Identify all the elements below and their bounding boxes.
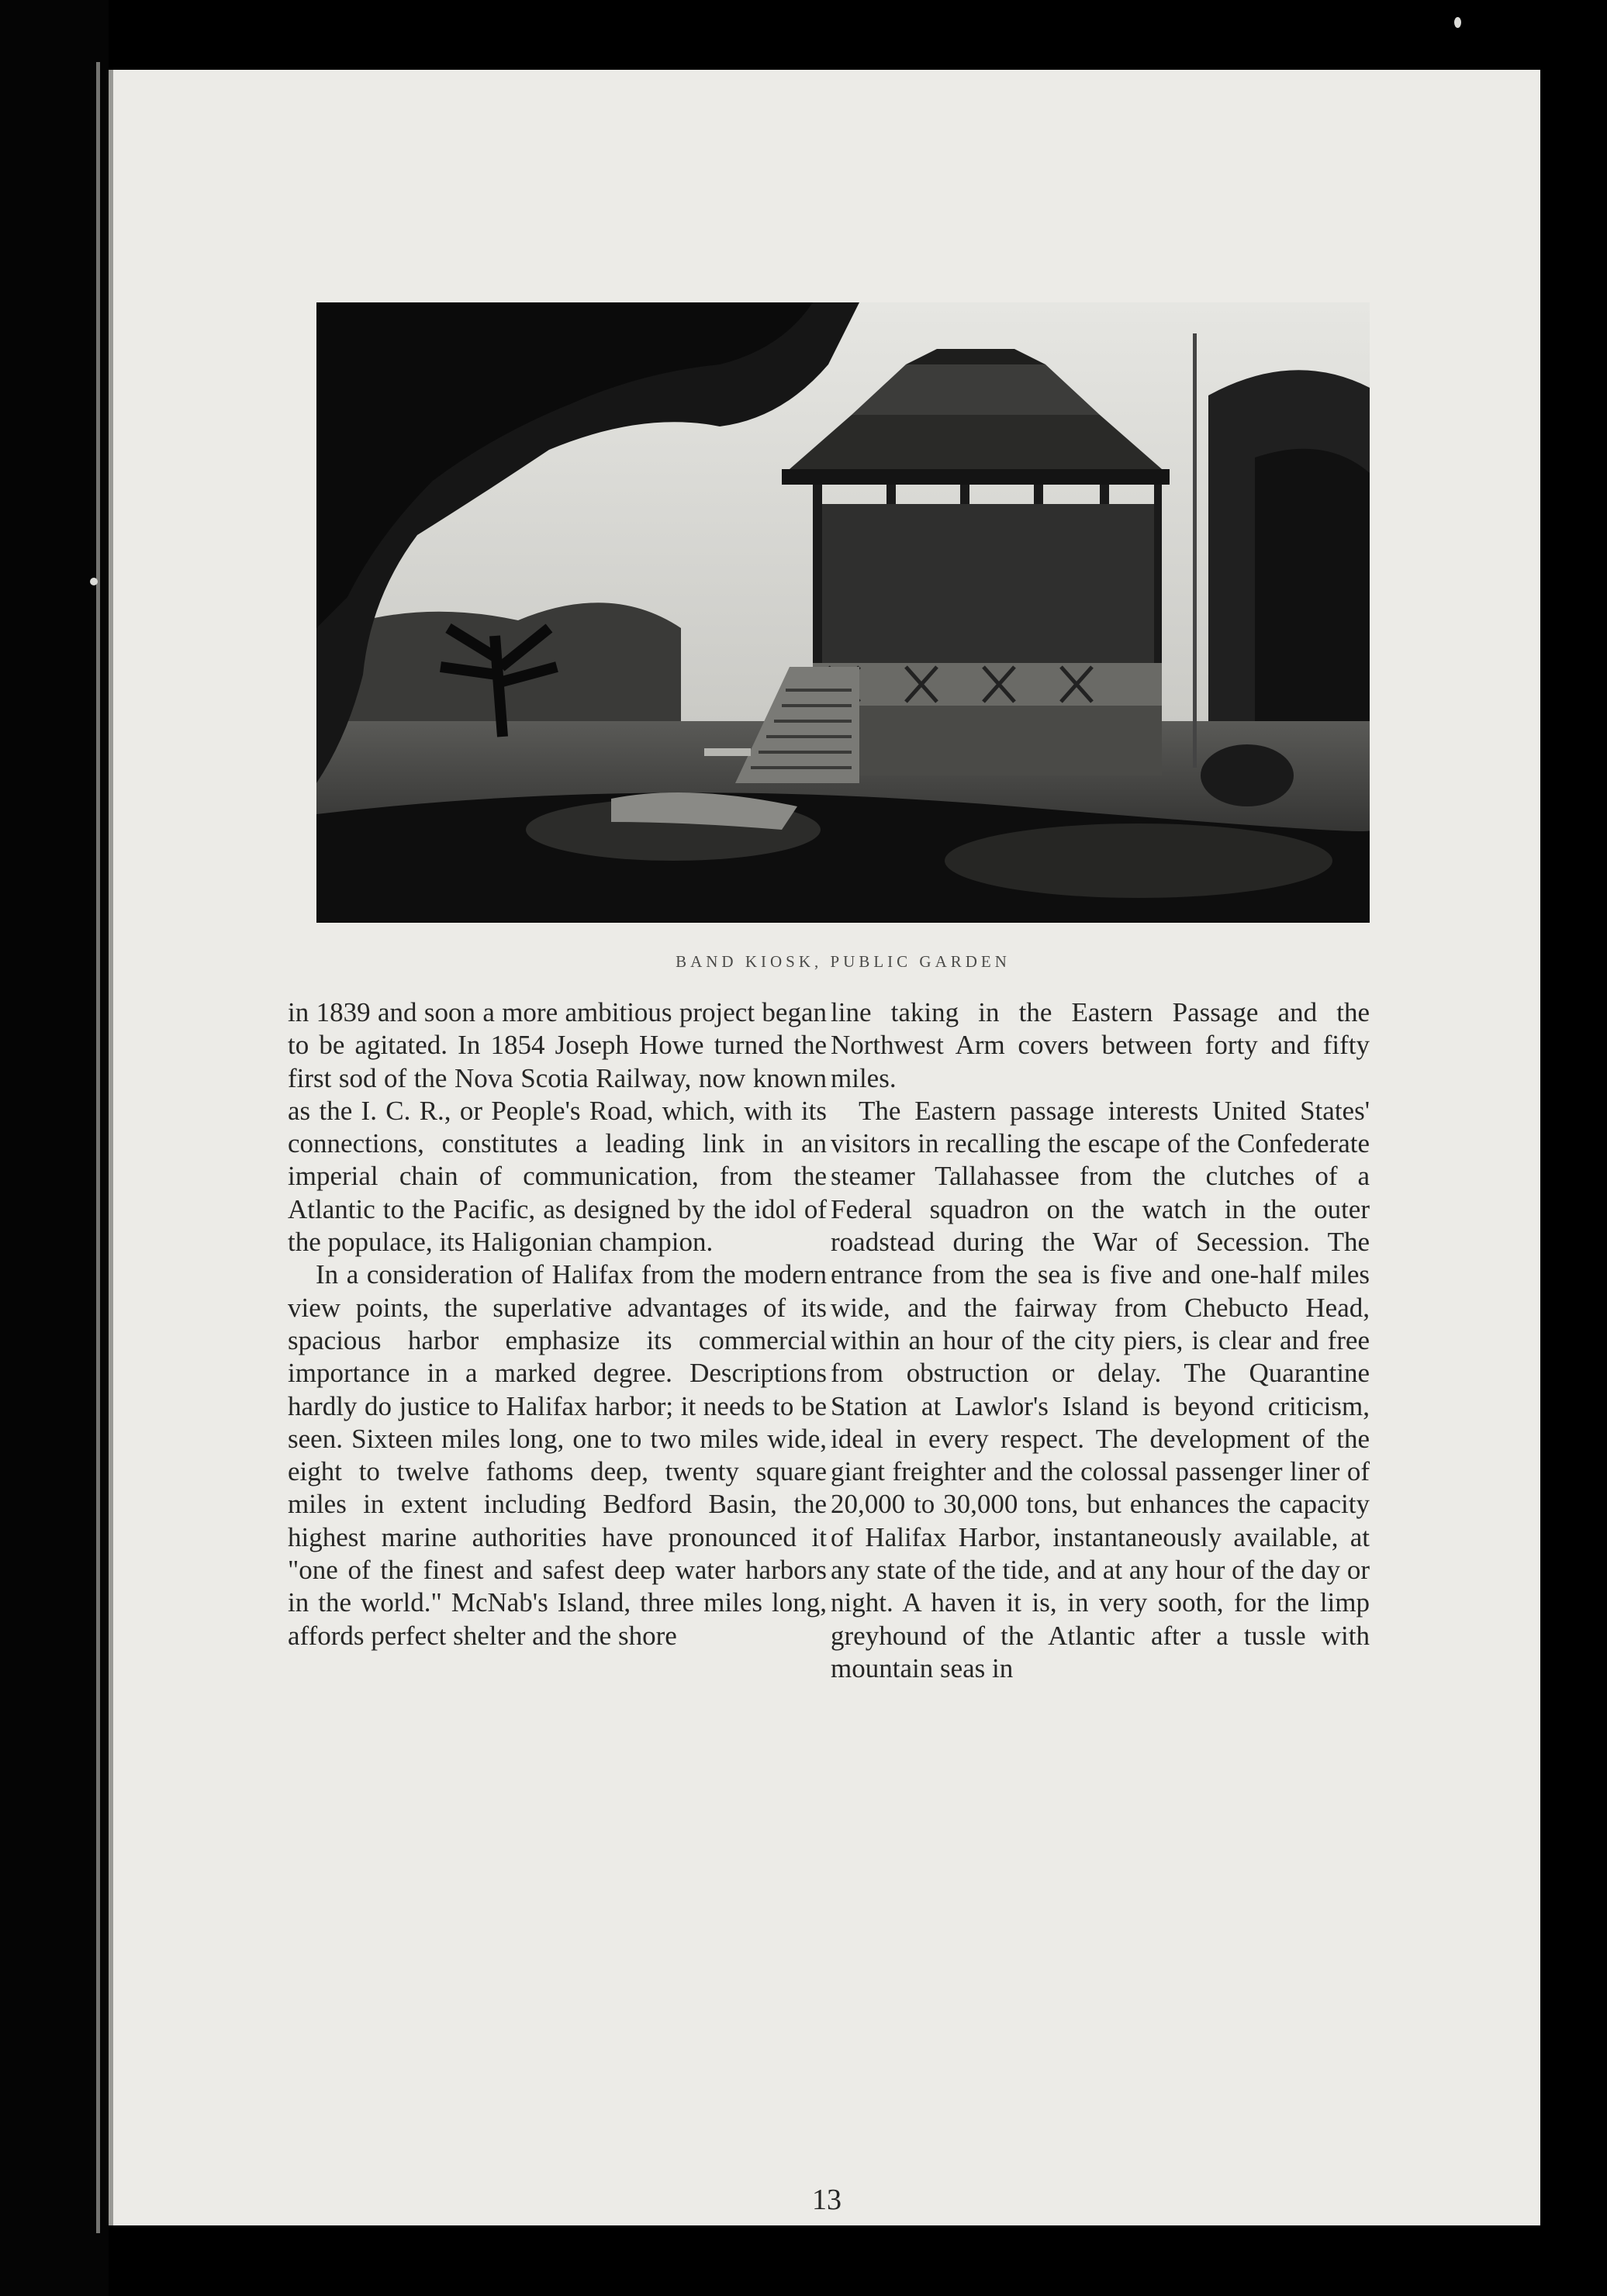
- book-gutter: [0, 0, 109, 2296]
- paragraph: The Eastern passage interests United States' visitors in recalling the escape of the Confederate steamer Tallahassee from the clutches of a Federal squadron on the watch in the outer roadstead during the War of Secession. The entrance from the sea is five and one-half miles wide, and the fairway from Chebucto Head, within an hour of the city piers, is clear and free from obstruction or delay. The Quarantine Station at Lawlor's Island is beyond criticism, ideal in every respect. The development of the giant freighter and the colossal passenger liner of 20,000 to 30,000 tons, but enhances the capacity of Halifax Harbor, instantaneously available, at any state of the tide, and at any hour of the day or night. A haven it is, in very sooth, for the limp greyhound of the Atlantic after a tussle with mountain seas in: [831, 1095, 1370, 1683]
- band-kiosk-photo: [316, 302, 1370, 923]
- band-kiosk-illustration: [316, 302, 1370, 923]
- photo-caption: BAND KIOSK, PUBLIC GARDEN: [676, 952, 1011, 971]
- scan-speck: [1454, 17, 1461, 28]
- scan-speck: [90, 578, 98, 585]
- left-text-column: [288, 996, 827, 1652]
- paragraph: in 1839 and soon a more ambitious project began to be agitated. In 1854 Joseph Howe turned the first sod of the Nova Scotia Railway, now known as the I. C. R., or People's Road, which, with its connections, constitutes a leading link in an imperial chain of communication, from the Atlantic to the Pacific, as designed by the idol of the populace, its Haligonian champion.: [288, 997, 827, 1258]
- right-text-column: [831, 996, 1370, 1685]
- book-page: [109, 70, 1540, 2225]
- page-edge-line: [96, 62, 100, 2233]
- paragraph: In a consideration of Halifax from the modern view points, the superlative advantages of its spacious harbor emphasize its commercial importance in a marked degree. Descriptions hardly do justice to Halifax harbor; it needs to be seen. Sixteen miles long, one to two miles wide, eight to twelve fathoms deep, twenty square miles in extent including Bedford Basin, the highest marine authorities have pronounced it "one of the finest and safest deep water harbors in the world." McNab's Island, three miles long, affords perfect shelter and the shore: [288, 1259, 827, 1651]
- page-number: 13: [812, 2184, 842, 2216]
- paragraph: line taking in the Eastern Passage and the Northwest Arm covers between forty and fifty miles.: [831, 997, 1370, 1093]
